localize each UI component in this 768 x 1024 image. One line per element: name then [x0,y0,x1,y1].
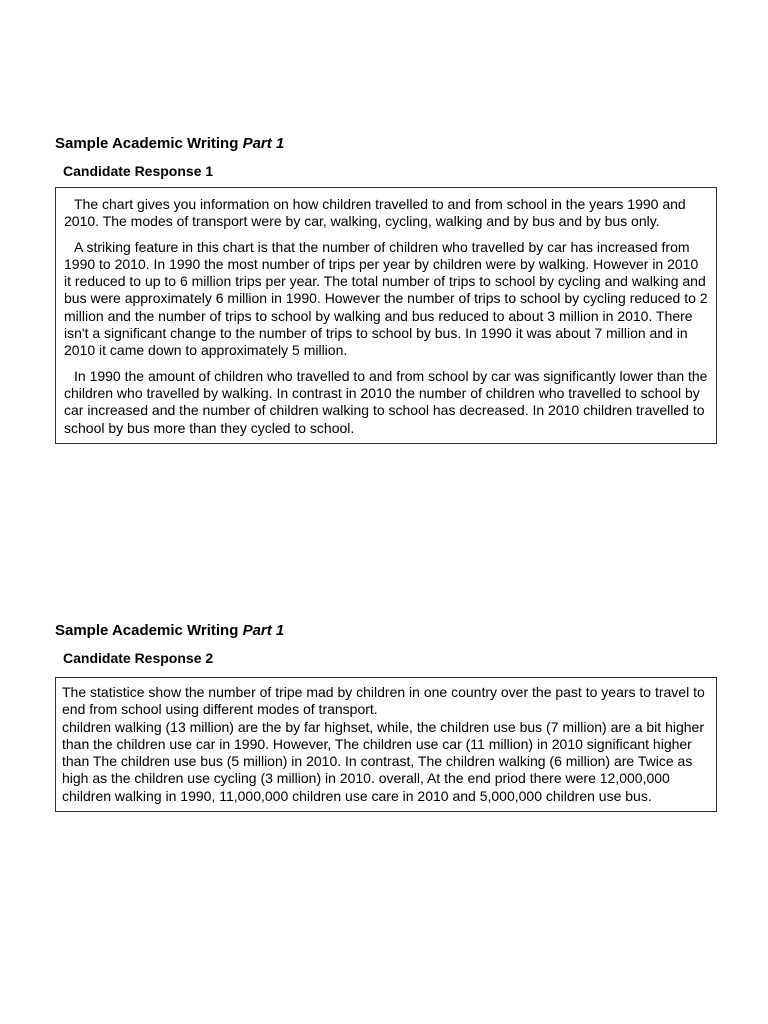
response-paragraph: children walking (13 million) are the by far highset, while, the children use bus (7 million) are a bit higher than the children use car in 1990. However, The children use car (11 million) in 2010 significant higher than The children use bus (5 million) in 2010. In contrast, The children walking (6 million) are Twice as high as the children use cycling (3 million) in 2010. overall, At the end priod there were 12,000,000 children walking in 1990, 11,000,000 children use care in 2010 and 5,000,000 children use bus. [62,718,704,804]
response-text-box [55,187,717,444]
response-paragraph: A striking feature in this chart is that the number of children who travelled by car has increased from 1990 to 2010. In 1990 the most number of trips per year by children were by walking. However in 2010 it reduced to up to 6 million trips per year. The total number of trips to school by cycling and walking and bus were approximately 6 million in 1990. However the number of trips to school by cycling reduced to 2 million and the number of trips to school by walking and bus reduced to about 3 million in 2010. There isn't a significant change to the number of trips to school by bus. In 1990 it was about 7 million and in 2010 it came down to approximately 5 million. [64,238,708,359]
section-heading [55,134,717,154]
response-section-2 [55,621,717,812]
heading-main: Sample Academic Writing [55,135,243,152]
response-paragraph: In 1990 the amount of children who travelled to and from school by car was significantly lower than the children who travelled by walking. In contrast in 2010 the number of children who travelled to school by car increased and the number of children walking to school has decreased. In 2010 children travelled to school by bus more than they cycled to school. [64,367,708,436]
response-paragraph: The chart gives you information on how children travelled to and from school in the years 1990 and 2010. The modes of transport were by car, walking, cycling, walking and by bus and by bus only. [64,196,686,230]
candidate-response-title: Candidate Response 2 [63,650,214,666]
response-section-1 [55,134,717,444]
heading-main: Sample Academic Writing [55,622,243,639]
response-text-box [55,677,717,812]
response-paragraph: The statistice show the number of tripe mad by children in one country over the past to years to travel to end from school using different modes of transport. [62,684,705,718]
heading-part: Part 1 [242,622,285,639]
candidate-response-title: Candidate Response 1 [63,163,214,179]
section-heading [55,621,717,641]
heading-part: Part 1 [242,135,285,152]
